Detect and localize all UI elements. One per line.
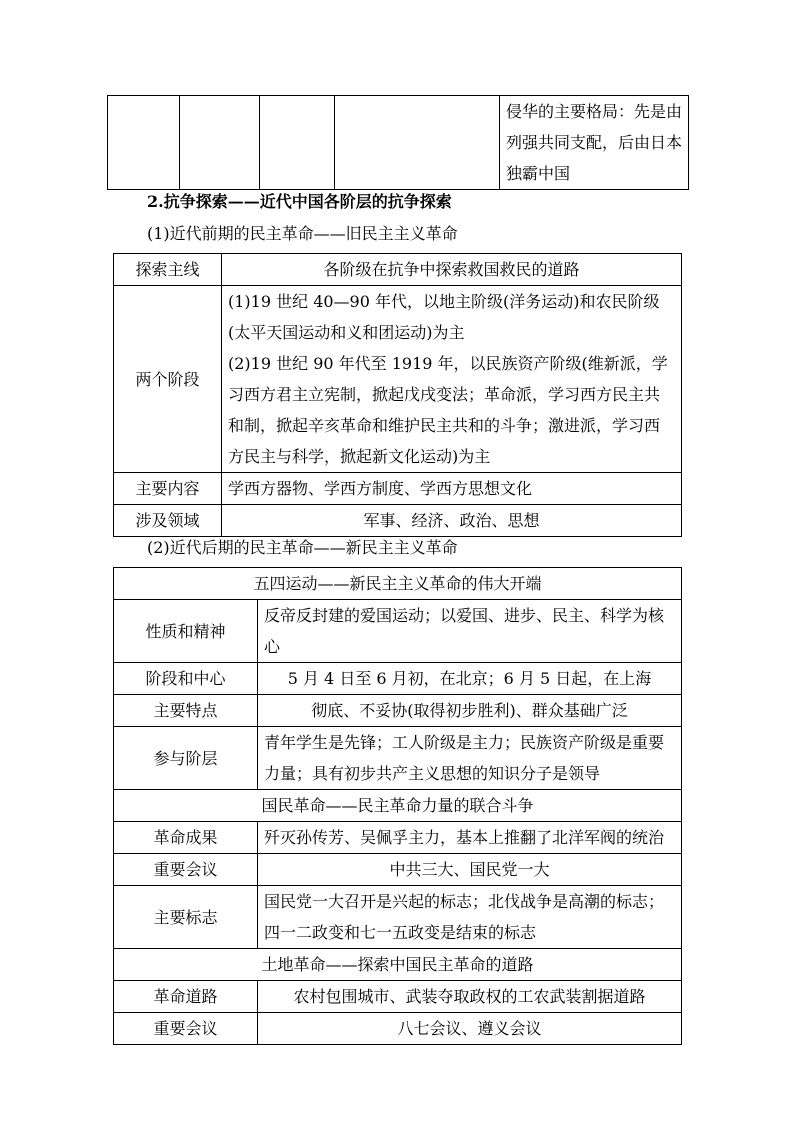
section-2-sub2: (2)近代后期的民主革命——新民主主义革命 — [147, 538, 458, 557]
row-label: 两个阶段 — [114, 286, 222, 473]
row-label: 涉及领域 — [114, 505, 222, 537]
row-label: 革命成果 — [114, 822, 258, 854]
table-row — [114, 254, 682, 286]
old-democratic-revolution-table — [113, 253, 682, 537]
empty-cell — [108, 96, 180, 190]
stage-1-text: (1)19 世纪 40—90 年代，以地主阶级(洋务运动)和农民阶级(太平天国运动和义和团运动)为主 — [228, 292, 660, 342]
table-row — [114, 854, 682, 886]
row-label: 革命道路 — [114, 981, 258, 1013]
empty-cell — [180, 96, 260, 190]
row-label: 主要特点 — [114, 695, 258, 727]
row-content: 八七会议、遵义会议 — [258, 1013, 682, 1045]
section-header-row — [114, 790, 682, 822]
section-header-row — [114, 568, 682, 600]
empty-cell — [260, 96, 335, 190]
row-label: 重要会议 — [114, 1013, 258, 1045]
new-democratic-revolution-table — [113, 567, 682, 1045]
table-row — [114, 727, 682, 790]
section-2-title: 2.抗争探索——近代中国各阶层的抗争探索 — [147, 192, 452, 211]
section-header: 土地革命——探索中国民主革命的道路 — [114, 949, 682, 981]
row-content: 各阶级在抗争中探索救国救民的道路 — [222, 254, 682, 286]
row-label: 重要会议 — [114, 854, 258, 886]
table-row — [114, 695, 682, 727]
top-table-last-cell: 侵华的主要格局：先是由列强共同支配，后由日本独霸中国 — [500, 96, 689, 190]
table-row — [114, 286, 682, 473]
row-content: 歼灭孙传芳、吴佩孚主力，基本上推翻了北洋军阀的统治 — [258, 822, 682, 854]
table-row — [114, 600, 682, 663]
section-header: 五四运动——新民主主义革命的伟大开端 — [114, 568, 682, 600]
row-content: 反帝反封建的爱国运动；以爱国、进步、民主、科学为核心 — [258, 600, 682, 663]
table-row — [114, 981, 682, 1013]
row-content: 青年学生是先锋；工人阶级是主力；民族资产阶级是重要力量；具有初步共产主义思想的知识分子是领导 — [258, 727, 682, 790]
table-row — [114, 886, 682, 949]
row-content: 农村包围城市、武装夺取政权的工农武装割据道路 — [258, 981, 682, 1013]
row-content: 彻底、不妥协(取得初步胜利)、群众基础广泛 — [258, 695, 682, 727]
row-content: 国民党一大召开是兴起的标志；北伐战争是高潮的标志；四一二政变和七一五政变是结束的标志 — [258, 886, 682, 949]
row-label: 参与阶层 — [114, 727, 258, 790]
row-label: 主要内容 — [114, 473, 222, 505]
row-label: 探索主线 — [114, 254, 222, 286]
section-header: 国民革命——民主革命力量的联合斗争 — [114, 790, 682, 822]
empty-cell — [335, 96, 500, 190]
row-label: 主要标志 — [114, 886, 258, 949]
row-content: 学西方器物、学西方制度、学西方思想文化 — [222, 473, 682, 505]
row-label: 性质和精神 — [114, 600, 258, 663]
section-header-row — [114, 949, 682, 981]
table-row — [114, 505, 682, 537]
table-row — [114, 473, 682, 505]
stage-2-text: (2)19 世纪 90 年代至 1919 年，以民族资产阶级(维新派，学习西方君主立宪制，掀起戊戌变法；革命派，学习西方民主共和制，掀起辛亥革命和维护民主共和的斗争；激进派，学习西方民主与科学，掀起新文化运动)为主 — [228, 354, 668, 466]
table-row — [114, 1013, 682, 1045]
top-continuation-table — [107, 95, 689, 190]
section-2-sub1: (1)近代前期的民主革命——旧民主主义革命 — [147, 224, 458, 243]
row-content: 中共三大、国民党一大 — [258, 854, 682, 886]
row-label: 阶段和中心 — [114, 663, 258, 695]
table-row — [114, 663, 682, 695]
row-content: 军事、经济、政治、思想 — [222, 505, 682, 537]
row-content — [222, 286, 682, 473]
row-content: 5 月 4 日至 6 月初，在北京；6 月 5 日起，在上海 — [258, 663, 682, 695]
table-row — [114, 822, 682, 854]
